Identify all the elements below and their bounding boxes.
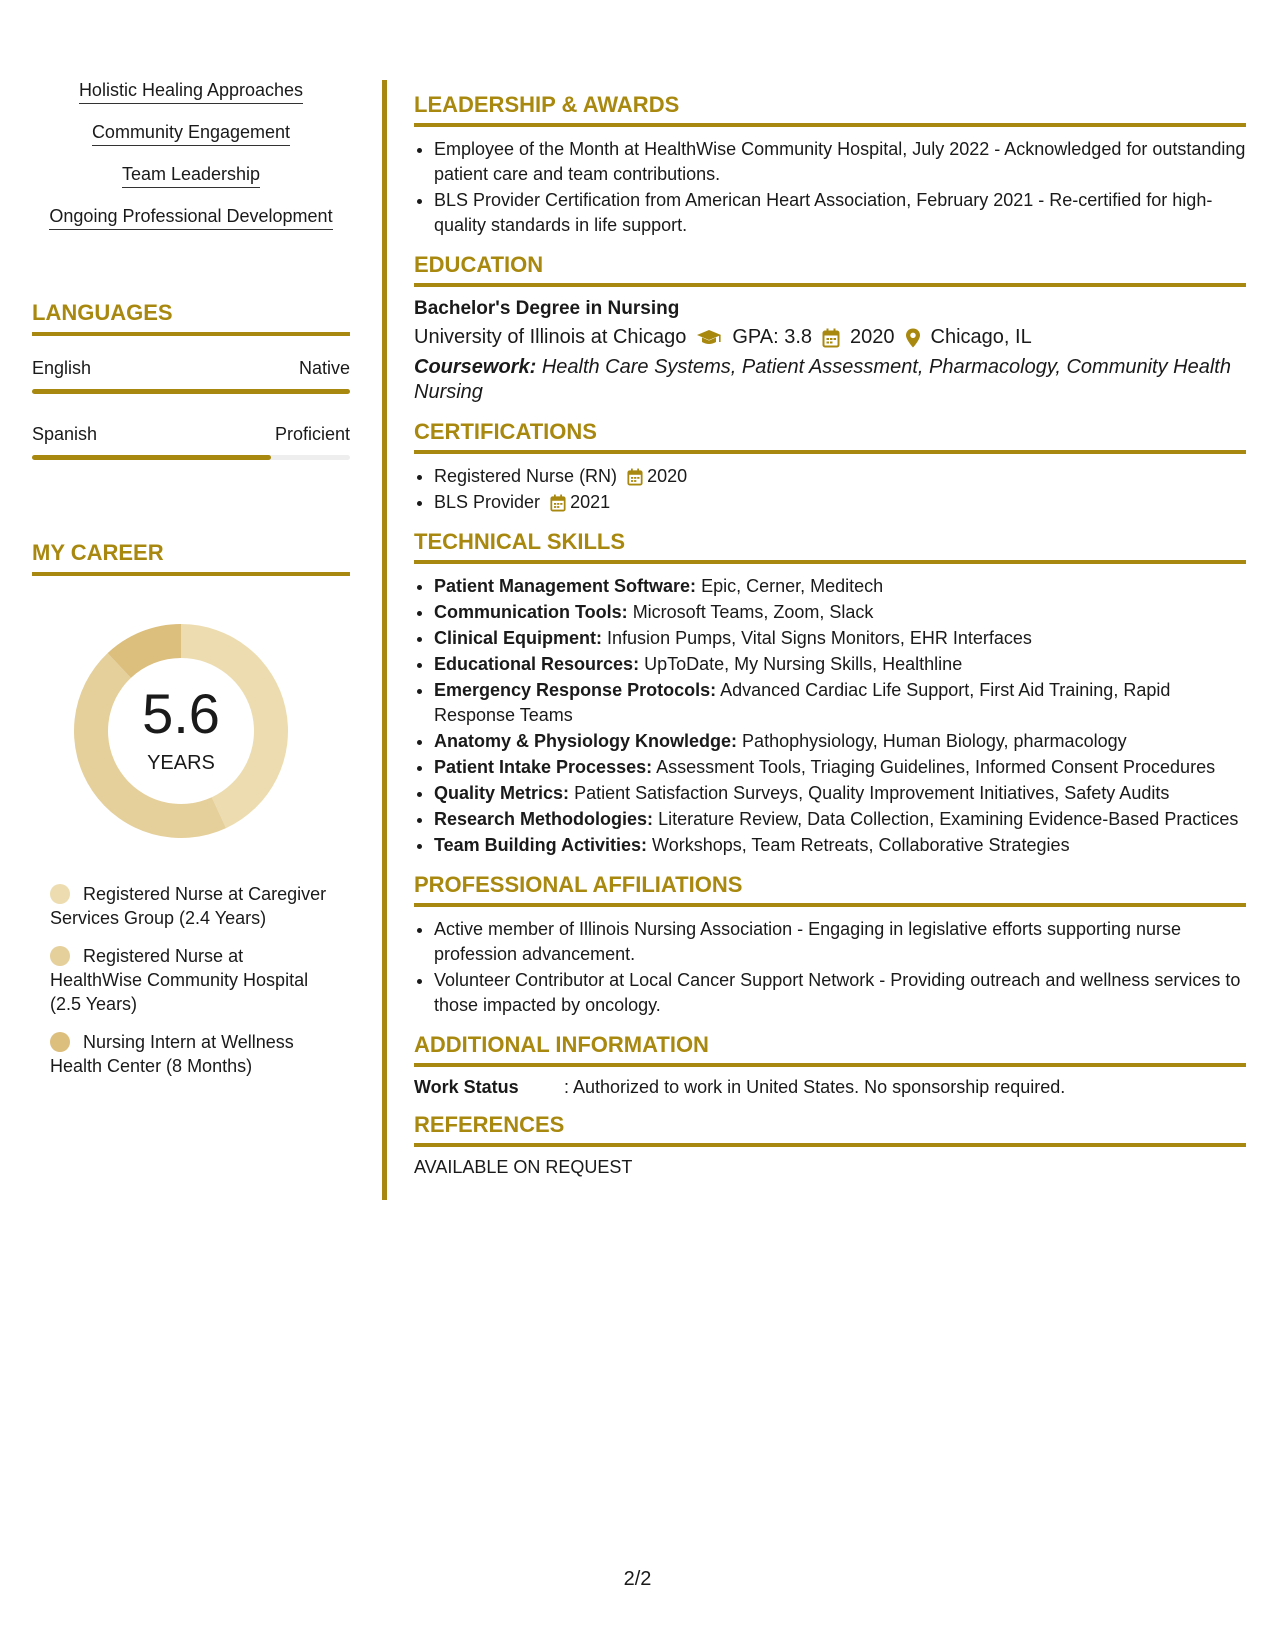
legend-item — [50, 882, 330, 930]
skill-value: Epic, Cerner, Meditech — [701, 576, 884, 596]
career-donut-chart — [66, 616, 296, 846]
career-legend — [50, 882, 330, 1078]
language-bar — [32, 455, 350, 460]
education-degree: Bachelor's Degree in Nursing — [414, 298, 680, 319]
education-gpa: GPA: 3.8 — [732, 326, 813, 348]
languages-heading: LANGUAGES — [32, 300, 350, 336]
section-heading: TECHNICAL SKILLS — [414, 529, 1246, 564]
list-item — [434, 600, 1246, 625]
left-column — [32, 80, 350, 1076]
certifications-list — [414, 464, 1246, 515]
language-name: Spanish — [32, 424, 98, 444]
career-total-value: 5.6 — [142, 682, 220, 745]
list-item — [434, 833, 1246, 858]
donut-segment — [74, 653, 226, 838]
skill-label: Educational Resources: — [434, 654, 640, 674]
education-coursework — [414, 355, 1246, 405]
career-total-unit: YEARS — [147, 752, 215, 774]
education-year: 2020 — [850, 326, 895, 348]
education-details — [414, 326, 1246, 349]
skill-label: Research Methodologies: — [434, 809, 654, 829]
list-item — [434, 781, 1246, 806]
language-bar — [32, 389, 350, 394]
technical-skills-section — [414, 529, 1246, 858]
skill-label: Quality Metrics: — [434, 783, 570, 803]
section-heading: ADDITIONAL INFORMATION — [414, 1032, 1246, 1067]
section-heading: CERTIFICATIONS — [414, 419, 1246, 454]
education-school: University of Illinois at Chicago — [414, 326, 687, 348]
list-item — [434, 464, 1246, 489]
info-row — [414, 1077, 1246, 1098]
language-name: English — [32, 358, 92, 378]
page-number: 2/2 — [623, 1568, 652, 1590]
skill-item: Team Leadership — [122, 164, 260, 188]
skill-item: Ongoing Professional Development — [49, 206, 332, 230]
certification-year: 2021 — [570, 492, 611, 512]
certification-name: • Registered Nurse (RN) — [434, 466, 618, 486]
list-item — [434, 807, 1246, 832]
list-item — [434, 755, 1246, 780]
skill-value: Pathophysiology, Human Biology, pharmacology — [742, 731, 1127, 751]
list-item — [434, 574, 1246, 599]
skill-item: Community Engagement — [92, 122, 290, 146]
list-item — [434, 490, 1246, 515]
technical-skills-list — [414, 574, 1246, 858]
skill-value: UpToDate, My Nursing Skills, Healthline — [644, 654, 963, 674]
calendar-icon — [822, 328, 840, 348]
skill-label: Anatomy & Physiology Knowledge: — [434, 731, 738, 751]
map-pin-icon — [905, 328, 921, 348]
language-bar-fill — [32, 455, 271, 460]
education-section — [414, 252, 1246, 405]
additional-info-section — [414, 1032, 1246, 1098]
skill-label: Emergency Response Protocols: — [434, 680, 717, 700]
affiliations-section — [414, 872, 1246, 1018]
graduation-cap-icon — [696, 329, 722, 347]
section-heading: LEADERSHIP & AWARDS — [414, 92, 1246, 127]
list-item — [434, 729, 1246, 754]
legend-label: Registered Nurse at HealthWise Community Hospital (2.5 Years) — [50, 946, 309, 1014]
skill-value: Patient Satisfaction Surveys, Quality Improvement Initiatives, Safety Audits — [574, 783, 1170, 803]
language-row — [32, 424, 350, 460]
legend-dot — [50, 946, 70, 966]
languages-section — [32, 300, 350, 460]
legend-item — [50, 944, 330, 1016]
language-row — [32, 358, 350, 394]
language-level: Proficient — [274, 424, 350, 444]
language-bar-fill — [32, 389, 350, 394]
skill-value: Microsoft Teams, Zoom, Slack — [632, 602, 874, 622]
legend-dot — [50, 1032, 70, 1052]
education-location: Chicago, IL — [930, 326, 1032, 348]
info-label: Work Status — [414, 1077, 519, 1097]
skill-label: Clinical Equipment: — [434, 628, 603, 648]
list-item — [434, 678, 1246, 728]
list-item — [434, 626, 1246, 651]
certifications-section — [414, 419, 1246, 515]
skill-label: Patient Management Software: — [434, 576, 697, 596]
skills-list — [32, 80, 350, 230]
skill-value: Assessment Tools, Triaging Guidelines, Informed Consent Procedures — [656, 757, 1216, 777]
list-item — [434, 652, 1246, 677]
section-heading: EDUCATION — [414, 252, 1246, 287]
list-item: • BLS Provider Certification from American Heart Association, February 2021 - Re-certified for high-quality standards in life support. — [434, 188, 1246, 238]
skill-label: Team Building Activities: — [434, 835, 648, 855]
legend-item — [50, 1030, 330, 1078]
skill-value: Advanced Cardiac Life Support, First Aid Training, Rapid Response Teams — [434, 680, 1171, 725]
skill-value: Literature Review, Data Collection, Examining Evidence-Based Practices — [658, 809, 1239, 829]
career-section — [32, 540, 350, 1092]
certification-year: 2020 — [647, 466, 688, 486]
skill-value: Infusion Pumps, Vital Signs Monitors, EHR Interfaces — [607, 628, 1032, 648]
skill-item: Holistic Healing Approaches — [79, 80, 303, 104]
skill-value: Workshops, Team Retreats, Collaborative Strategies — [652, 835, 1070, 855]
references-section — [414, 1112, 1246, 1178]
calendar-icon — [627, 468, 643, 486]
language-level: Native — [298, 358, 350, 378]
references-text: AVAILABLE ON REQUEST — [414, 1157, 633, 1177]
legend-label: Registered Nurse at Caregiver Services Group (2.4 Years) — [50, 884, 327, 928]
career-heading: MY CAREER — [32, 540, 350, 576]
affiliations-list — [414, 917, 1246, 1018]
skill-label: Patient Intake Processes: — [434, 757, 653, 777]
leadership-list — [414, 137, 1246, 238]
coursework-text: Health Care Systems, Patient Assessment, Pharmacology, Community Health Nursing — [414, 356, 1231, 403]
section-heading: REFERENCES — [414, 1112, 1246, 1147]
calendar-icon — [550, 494, 566, 512]
right-column — [414, 92, 1246, 1192]
legend-dot — [50, 884, 70, 904]
column-divider — [382, 80, 387, 1200]
list-item: • Employee of the Month at HealthWise Community Hospital, July 2022 - Acknowledged for outstanding patient care and team contributions. — [434, 137, 1246, 187]
list-item: • Volunteer Contributor at Local Cancer Support Network - Providing outreach and wellness services to those impacted by oncology. — [434, 968, 1246, 1018]
leadership-section — [414, 92, 1246, 238]
section-heading: PROFESSIONAL AFFILIATIONS — [414, 872, 1246, 907]
coursework-label: Coursework: — [414, 356, 537, 378]
info-value: : Authorized to work in United States. No sponsorship required. — [564, 1077, 1066, 1097]
legend-label: Nursing Intern at Wellness Health Center (8 Months) — [50, 1032, 294, 1076]
list-item: • Active member of Illinois Nursing Association - Engaging in legislative efforts supporting nurse profession advancement. — [434, 917, 1246, 967]
certification-name: • BLS Provider — [434, 492, 541, 512]
skill-label: Communication Tools: — [434, 602, 628, 622]
